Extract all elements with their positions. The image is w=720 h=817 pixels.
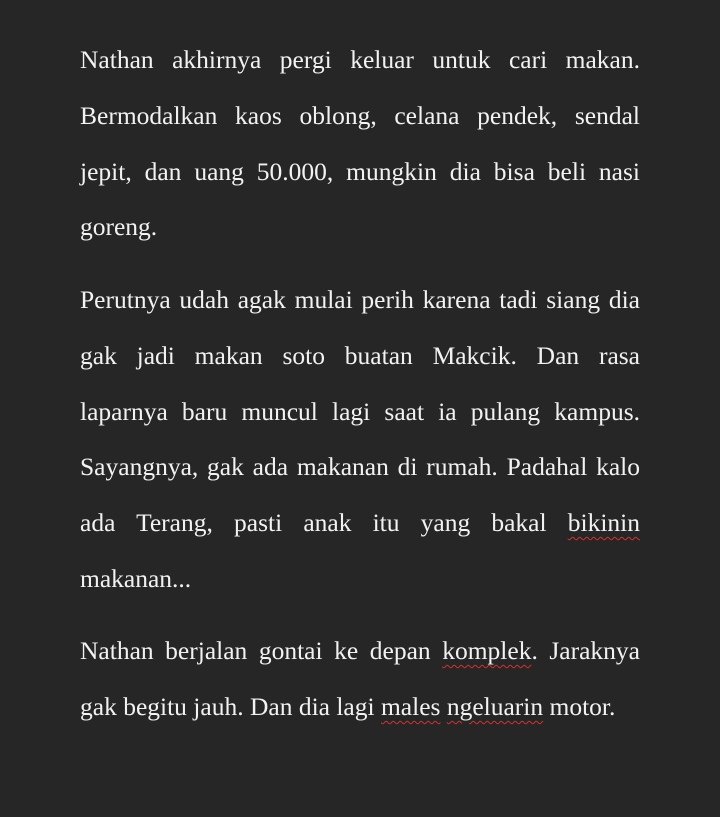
paragraph-2 [80, 272, 640, 607]
misspelled-word[interactable]: males [380, 691, 441, 721]
misspelled-word[interactable]: bikinin [567, 508, 640, 537]
paragraph-3-text-end: motor. [543, 691, 616, 721]
paragraph-1-text: Nathan akhirnya pergi keluar untuk cari makan. Bermodalkan kaos oblong, celana pendek, sendal jepit, dan uang 50.000, mungkin dia bisa beli nasi goreng. [80, 45, 640, 242]
paragraph-3 [80, 623, 640, 735]
paragraph-2-text: Perutnya udah agak mulai perih karena tadi siang dia gak jadi makan soto buatan Makcik. Dan rasa laparnya baru muncul lagi saat ia pulang kampus. Sayangnya, gak ada makanan di rumah. Padahal kalo ada Terang, pasti anak itu yang bakal [80, 285, 640, 537]
misspelled-word[interactable]: ngeluarin [446, 691, 544, 721]
paragraph-3-text: Nathan berjalan gontai ke depan [80, 636, 443, 665]
paragraph-2-text-end: makanan... [80, 563, 192, 593]
paragraph-3-text-middle: . Jaraknya gak begitu jauh. Dan dia lagi [80, 636, 640, 721]
misspelled-word[interactable]: komplek [442, 636, 532, 665]
paragraph-1 [80, 32, 640, 255]
